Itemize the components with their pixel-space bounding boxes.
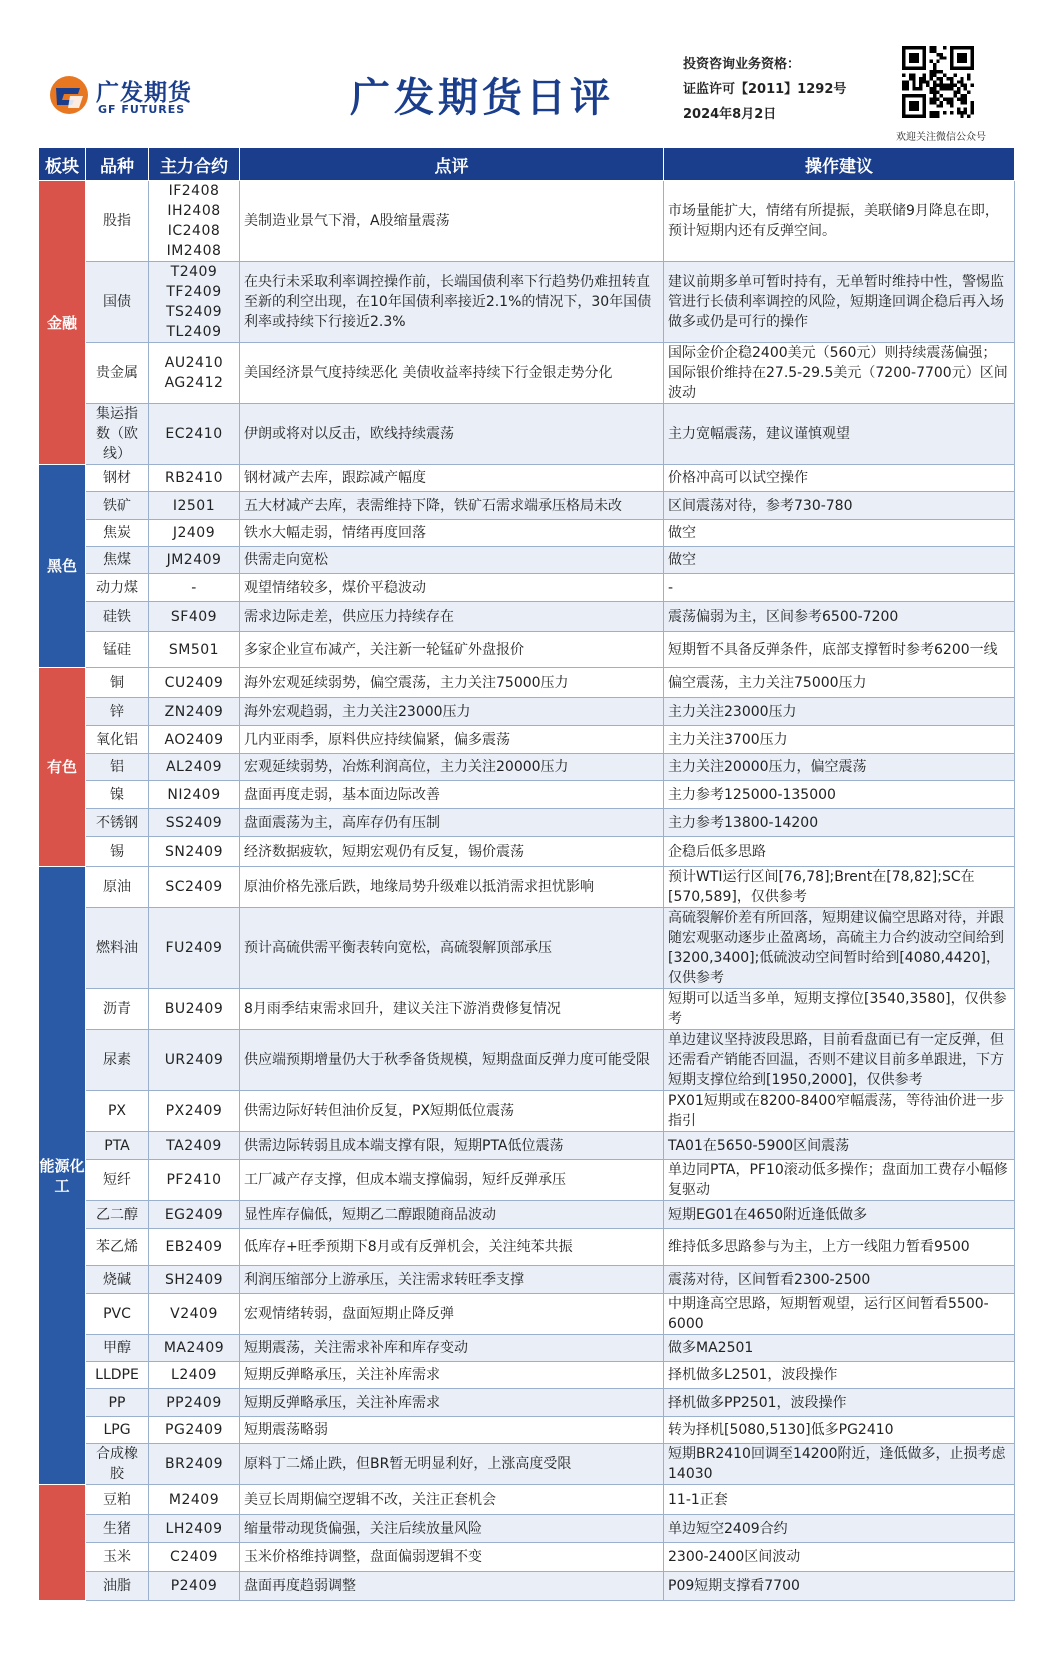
advice-cell: 建议前期多单可暂时持有，无单暂时维持中性，警惕监管进行长债利率调控的风险，短期逢回调企稳后再入场做多或仍是可行的操作	[664, 262, 1015, 343]
variety-cell: LPG	[86, 1417, 149, 1444]
qr-code-icon	[902, 46, 974, 118]
variety-cell: 锌	[86, 698, 149, 726]
contract-cell: IF2408 IH2408 IC2408 IM2408	[149, 181, 240, 262]
variety-cell: 钢材	[86, 465, 149, 492]
table-row	[39, 632, 1015, 668]
advice-cell: 择机做多PP2501，波段操作	[664, 1389, 1015, 1417]
table-row	[39, 404, 1015, 465]
variety-cell: 锡	[86, 837, 149, 867]
contract-cell: FU2409	[149, 908, 240, 989]
variety-cell: 国债	[86, 262, 149, 343]
advice-cell: 短期EG01在4650附近逢低做多	[664, 1201, 1015, 1229]
gf-futures-logo	[48, 72, 218, 122]
contract-cell: SM501	[149, 632, 240, 668]
contract-cell: BR2409	[149, 1444, 240, 1485]
contract-cell: PX2409	[149, 1091, 240, 1132]
variety-cell: 氧化铝	[86, 726, 149, 754]
table-row	[39, 837, 1015, 867]
comment-cell: 宏观情绪转弱，盘面短期止降反弹	[240, 1294, 664, 1335]
contract-cell: PG2409	[149, 1417, 240, 1444]
comment-cell: 盘面震荡为主，高库存仍有压制	[240, 809, 664, 837]
variety-cell: 不锈钢	[86, 809, 149, 837]
table-row	[39, 343, 1015, 404]
table-row	[39, 1335, 1015, 1362]
contract-cell: UR2409	[149, 1030, 240, 1091]
comment-cell: 短期震荡，关注需求补库和库存变动	[240, 1335, 664, 1362]
sector-label: 能源化工	[39, 867, 86, 1485]
advice-cell: 短期暂不具备反弹条件，底部支撑暂时参考6200一线	[664, 632, 1015, 668]
comment-cell: 利润压缩部分上游承压，关注需求转旺季支撑	[240, 1266, 664, 1294]
comment-cell: 海外宏观趋弱，主力关注23000压力	[240, 698, 664, 726]
variety-cell: 燃料油	[86, 908, 149, 989]
variety-cell: 动力煤	[86, 574, 149, 602]
comment-cell: 五大材减产去库，表需维持下降，铁矿石需求端承压格局未改	[240, 492, 664, 520]
comment-cell: 供需走向宽松	[240, 547, 664, 574]
contract-cell: PF2410	[149, 1160, 240, 1201]
comment-cell: 需求边际走差，供应压力持续存在	[240, 602, 664, 632]
variety-cell: 玉米	[86, 1543, 149, 1572]
table-row	[39, 989, 1015, 1030]
advice-cell: -	[664, 574, 1015, 602]
table-row	[39, 698, 1015, 726]
table-row	[39, 1515, 1015, 1543]
variety-cell: 焦煤	[86, 547, 149, 574]
advice-cell: 震荡偏弱为主，区间参考6500-7200	[664, 602, 1015, 632]
contract-cell: EB2409	[149, 1229, 240, 1266]
advice-cell: 国际金价企稳2400美元（560元）则持续震荡偏强；国际银价维持在27.5-29.5美元（7200-7700元）区间波动	[664, 343, 1015, 404]
advice-cell: 做多MA2501	[664, 1335, 1015, 1362]
contract-cell: P2409	[149, 1572, 240, 1601]
variety-cell: 甲醇	[86, 1335, 149, 1362]
advice-cell: 2300-2400区间波动	[664, 1543, 1015, 1572]
contract-cell: JM2409	[149, 547, 240, 574]
advice-cell: 单边同PTA，PF10滚动低多操作；盘面加工费存小幅修复驱动	[664, 1160, 1015, 1201]
contract-cell: ZN2409	[149, 698, 240, 726]
advice-cell: 择机做多L2501，波段操作	[664, 1362, 1015, 1389]
comment-cell: 缩量带动现货偏强，关注后续放量风险	[240, 1515, 664, 1543]
advice-cell: 单边建议坚持波段思路，目前看盘面已有一定反弹，但还需看产销能否回温，否则不建议目前多单跟进，下方短期支撑位给到[1950,2000]，仅供参考	[664, 1030, 1015, 1091]
table-row	[39, 1485, 1015, 1515]
report-info	[683, 52, 846, 127]
table-row	[39, 908, 1015, 989]
advice-cell: 高硫裂解价差有所回落，短期建议偏空思路对待，并跟随宏观驱动逐步止盈离场，高硫主力合约波动空间给到[3200,3400];低硫波动空间暂时给到[4080,4420]，仅供参考	[664, 908, 1015, 989]
report-date: 2024年8月2日	[683, 107, 777, 122]
comment-cell: 玉米价格维持调整，盘面偏弱逻辑不变	[240, 1543, 664, 1572]
report-header	[0, 0, 1050, 145]
table-row	[39, 602, 1015, 632]
advice-cell: PX01短期或在8200-8400窄幅震荡，等待油价进一步指引	[664, 1091, 1015, 1132]
advice-cell: 偏空震荡，主力关注75000压力	[664, 668, 1015, 698]
page-title: 广发期货日评	[350, 75, 614, 121]
variety-cell: 股指	[86, 181, 149, 262]
contract-cell: AL2409	[149, 754, 240, 781]
table-row	[39, 726, 1015, 754]
comment-cell: 短期反弹略承压，关注补库需求	[240, 1389, 664, 1417]
table-row	[39, 809, 1015, 837]
contract-cell: T2409 TF2409 TS2409 TL2409	[149, 262, 240, 343]
table-row	[39, 1201, 1015, 1229]
table-row	[39, 1160, 1015, 1201]
comment-cell: 供应端预期增量仍大于秋季备货规模，短期盘面反弹力度可能受限	[240, 1030, 664, 1091]
variety-cell: PX	[86, 1091, 149, 1132]
advice-cell: 短期BR2410回调至14200附近，逢低做多，止损考虑14030	[664, 1444, 1015, 1485]
table-row	[39, 1266, 1015, 1294]
advice-cell: 维持低多思路参与为主，上方一线阻力暂看9500	[664, 1229, 1015, 1266]
advice-cell: 企稳后低多思路	[664, 837, 1015, 867]
variety-cell: PTA	[86, 1132, 149, 1160]
column-header-comment: 点评	[240, 148, 664, 181]
table-row	[39, 754, 1015, 781]
advice-cell: 单边短空2409合约	[664, 1515, 1015, 1543]
contract-cell: I2501	[149, 492, 240, 520]
advice-cell: 主力关注20000压力，偏空震荡	[664, 754, 1015, 781]
variety-cell: 铁矿	[86, 492, 149, 520]
contract-cell: SF409	[149, 602, 240, 632]
column-header-variety: 品种	[86, 148, 149, 181]
table-row	[39, 1362, 1015, 1389]
table-row	[39, 181, 1015, 262]
contract-cell: SH2409	[149, 1266, 240, 1294]
contract-cell: V2409	[149, 1294, 240, 1335]
comment-cell: 美国经济景气度持续恶化 美债收益率持续下行金银走势分化	[240, 343, 664, 404]
advice-cell: 价格冲高可以试空操作	[664, 465, 1015, 492]
table-row	[39, 574, 1015, 602]
contract-cell: AU2410 AG2412	[149, 343, 240, 404]
contract-cell: -	[149, 574, 240, 602]
variety-cell: LLDPE	[86, 1362, 149, 1389]
comment-cell: 宏观延续弱势，冶炼利润高位，主力关注20000压力	[240, 754, 664, 781]
variety-cell: 豆粕	[86, 1485, 149, 1515]
advice-cell: 中期逢高空思路，短期暂观望，运行区间暂看5500-6000	[664, 1294, 1015, 1335]
contract-cell: M2409	[149, 1485, 240, 1515]
comment-cell: 8月雨季结束需求回升，建议关注下游消费修复情况	[240, 989, 664, 1030]
variety-cell: 尿素	[86, 1030, 149, 1091]
comment-cell: 工厂减产存支撑，但成本端支撑偏弱，短纤反弹承压	[240, 1160, 664, 1201]
comment-cell: 预计高硫供需平衡表转向宽松，高硫裂解顶部承压	[240, 908, 664, 989]
table-row	[39, 1572, 1015, 1601]
contract-cell: SS2409	[149, 809, 240, 837]
table-row	[39, 492, 1015, 520]
sector-label	[39, 1485, 86, 1601]
license-line: 证监许可【2011】1292号	[683, 82, 847, 97]
advice-cell: 做空	[664, 547, 1015, 574]
advice-cell: 主力参考13800-14200	[664, 809, 1015, 837]
comment-cell: 低库存+旺季预期下8月或有反弹机会，关注纯苯共振	[240, 1229, 664, 1266]
comment-cell: 海外宏观延续弱势，偏空震荡，主力关注75000压力	[240, 668, 664, 698]
comment-cell: 钢材减产去库，跟踪减产幅度	[240, 465, 664, 492]
advice-cell: 主力宽幅震荡，建议谨慎观望	[664, 404, 1015, 465]
advice-cell: 主力参考125000-135000	[664, 781, 1015, 809]
comment-cell: 短期震荡略弱	[240, 1417, 664, 1444]
column-header-contract: 主力合约	[149, 148, 240, 181]
comment-cell: 几内亚雨季，原料供应持续偏紧，偏多震荡	[240, 726, 664, 754]
variety-cell: PVC	[86, 1294, 149, 1335]
table-row	[39, 668, 1015, 698]
advice-cell: 主力关注23000压力	[664, 698, 1015, 726]
sector-label: 金融	[39, 181, 86, 465]
variety-cell: 生猪	[86, 1515, 149, 1543]
table-row	[39, 1229, 1015, 1266]
variety-cell: 镍	[86, 781, 149, 809]
table-row	[39, 1030, 1015, 1091]
table-row	[39, 547, 1015, 574]
comment-cell: 观望情绪较多，煤价平稳波动	[240, 574, 664, 602]
advice-cell: 做空	[664, 520, 1015, 547]
variety-cell: 合成橡胶	[86, 1444, 149, 1485]
variety-cell: 贵金属	[86, 343, 149, 404]
column-header-sector: 板块	[39, 148, 86, 181]
comment-cell: 多家企业宣布减产，关注新一轮锰矿外盘报价	[240, 632, 664, 668]
variety-cell: 苯乙烯	[86, 1229, 149, 1266]
variety-cell: 油脂	[86, 1572, 149, 1601]
table-row	[39, 1091, 1015, 1132]
variety-cell: 焦炭	[86, 520, 149, 547]
advice-cell: 短期可以适当多单，短期支撑位[3540,3580]，仅供参考	[664, 989, 1015, 1030]
contract-cell: TA2409	[149, 1132, 240, 1160]
table-header-row	[39, 148, 1015, 181]
comment-cell: 美制造业景气下滑，A股缩量震荡	[240, 181, 664, 262]
comment-cell: 原油价格先涨后跌，地缘局势升级难以抵消需求担忧影响	[240, 867, 664, 908]
table-row	[39, 781, 1015, 809]
variety-cell: 锰硅	[86, 632, 149, 668]
contract-cell: MA2409	[149, 1335, 240, 1362]
advice-cell: 转为择机[5080,5130]低多PG2410	[664, 1417, 1015, 1444]
contract-cell: PP2409	[149, 1389, 240, 1417]
contract-cell: CU2409	[149, 668, 240, 698]
table-row	[39, 520, 1015, 547]
comment-cell: 经济数据疲软，短期宏观仍有反复，锡价震荡	[240, 837, 664, 867]
sector-label: 有色	[39, 668, 86, 867]
table-row	[39, 1417, 1015, 1444]
table-row	[39, 1543, 1015, 1572]
contract-cell: AO2409	[149, 726, 240, 754]
variety-cell: PP	[86, 1389, 149, 1417]
advice-cell: 11-1正套	[664, 1485, 1015, 1515]
advice-cell: P09短期支撑看7700	[664, 1572, 1015, 1601]
qualification-line: 投资咨询业务资格：	[683, 57, 801, 72]
table-row	[39, 1294, 1015, 1335]
comment-cell: 供需边际好转但油价反复，PX短期低位震荡	[240, 1091, 664, 1132]
comment-cell: 原料丁二烯止跌，但BR暂无明显利好，上涨高度受限	[240, 1444, 664, 1485]
gf-logo-icon	[48, 74, 90, 116]
contract-cell: NI2409	[149, 781, 240, 809]
comment-cell: 在央行未采取利率调控操作前，长端国债利率下行趋势仍难扭转直至新的利空出现，在10年国债利率接近2.1%的情况下，30年国债利率或持续下行接近2.3%	[240, 262, 664, 343]
daily-review-table	[38, 147, 1015, 1601]
table-row	[39, 262, 1015, 343]
comment-cell: 铁水大幅走弱，情绪再度回落	[240, 520, 664, 547]
variety-cell: 铜	[86, 668, 149, 698]
advice-cell: 震荡对待，区间暂看2300-2500	[664, 1266, 1015, 1294]
variety-cell: 硅铁	[86, 602, 149, 632]
logo-english-name: GF FUTURES	[98, 103, 186, 116]
contract-cell: BU2409	[149, 989, 240, 1030]
comment-cell: 美豆长周期偏空逻辑不改，关注正套机会	[240, 1485, 664, 1515]
contract-cell: LH2409	[149, 1515, 240, 1543]
contract-cell: RB2410	[149, 465, 240, 492]
qr-caption: 欢迎关注微信公众号	[896, 132, 986, 143]
variety-cell: 铝	[86, 754, 149, 781]
advice-cell: 预计WTI运行区间[76,78];Brent在[78,82];SC在[570,589]，仅供参考	[664, 867, 1015, 908]
table-row	[39, 1132, 1015, 1160]
contract-cell: EC2410	[149, 404, 240, 465]
comment-cell: 短期反弹略承压，关注补库需求	[240, 1362, 664, 1389]
table-row	[39, 465, 1015, 492]
variety-cell: 乙二醇	[86, 1201, 149, 1229]
table-row	[39, 1389, 1015, 1417]
comment-cell: 供需边际转弱且成本端支撑有限，短期PTA低位震荡	[240, 1132, 664, 1160]
comment-cell: 显性库存偏低，短期乙二醇跟随商品波动	[240, 1201, 664, 1229]
comment-cell: 盘面再度趋弱调整	[240, 1572, 664, 1601]
advice-cell: 区间震荡对待，参考730-780	[664, 492, 1015, 520]
logo-chinese-name: 广发期货	[96, 80, 192, 106]
variety-cell: 集运指数（欧线）	[86, 404, 149, 465]
contract-cell: SC2409	[149, 867, 240, 908]
contract-cell: SN2409	[149, 837, 240, 867]
table-row	[39, 1444, 1015, 1485]
advice-cell: 市场量能扩大，情绪有所提振，美联储9月降息在即，预计短期内还有反弹空间。	[664, 181, 1015, 262]
contract-cell: C2409	[149, 1543, 240, 1572]
variety-cell: 沥青	[86, 989, 149, 1030]
variety-cell: 原油	[86, 867, 149, 908]
sector-label: 黑色	[39, 465, 86, 668]
advice-cell: TA01在5650-5900区间震荡	[664, 1132, 1015, 1160]
advice-cell: 主力关注3700压力	[664, 726, 1015, 754]
column-header-advice: 操作建议	[664, 148, 1015, 181]
contract-cell: EG2409	[149, 1201, 240, 1229]
contract-cell: J2409	[149, 520, 240, 547]
variety-cell: 短纤	[86, 1160, 149, 1201]
table-row	[39, 867, 1015, 908]
contract-cell: L2409	[149, 1362, 240, 1389]
comment-cell: 伊朗或将对以反击，欧线持续震荡	[240, 404, 664, 465]
comment-cell: 盘面再度走弱，基本面边际改善	[240, 781, 664, 809]
variety-cell: 烧碱	[86, 1266, 149, 1294]
